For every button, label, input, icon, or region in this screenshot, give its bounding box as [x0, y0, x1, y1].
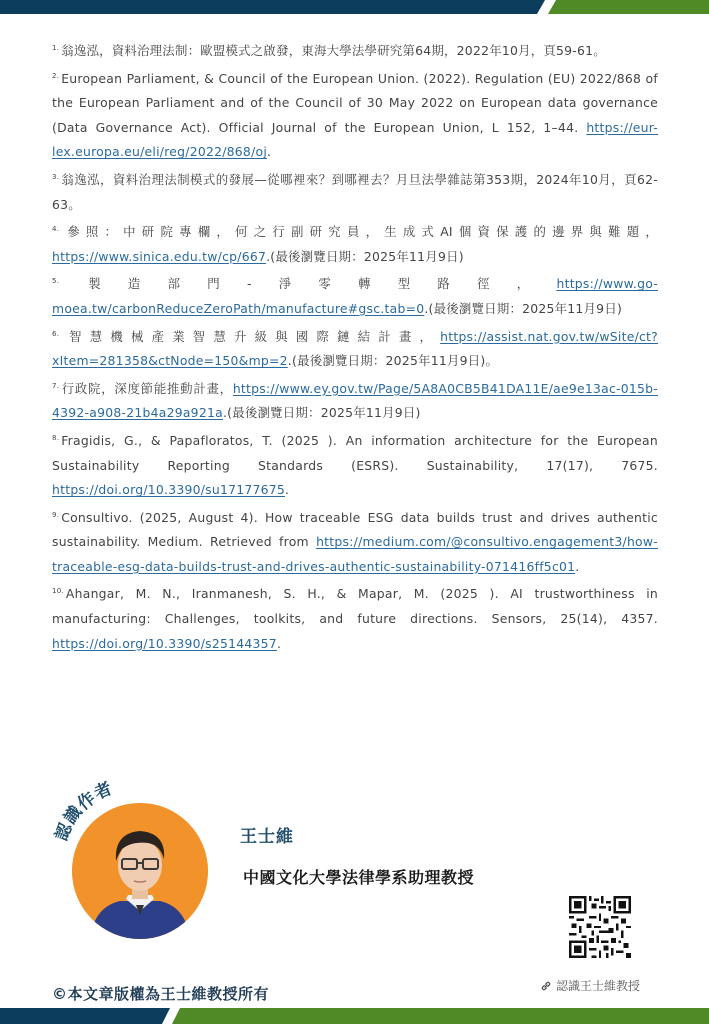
reference-item [52, 374, 658, 426]
reference-link[interactable]: https://www.ey.gov.tw/Page/5A8A0CB5B41DA11E/ae9e13ac-015b-4392-a908-21b4a29a921a [52, 380, 658, 421]
reference-text: 製造部門-淨零轉型路徑， [61, 276, 557, 292]
reference-text: 翁逸泓，資料治理法制模式的發展—從哪裡來？到哪裡去？月旦法學雜誌第353期，2024年10月，頁62-63。 [52, 171, 658, 212]
reference-suffix: . [267, 144, 272, 160]
reference-link[interactable]: https://medium.com/@consultivo.engagement3/how-traceable-esg-data-builds-trust-and-drives-authentic-sustainability-071416ff5c01 [52, 534, 658, 574]
reference-item [52, 322, 658, 374]
reference-text: 參照：中研院專欄，何之行副研究員，生成式AI個資保護的邊界與難題， [61, 224, 658, 240]
reference-item [52, 269, 658, 321]
author-title: 中國文化大學法律學系助理教授 [243, 868, 475, 887]
reference-text: 智慧機械產業智慧升級與國際鏈結計畫， [61, 328, 441, 344]
reference-item [52, 503, 658, 580]
reference-text: 行政院，深度節能推動計畫， [61, 380, 233, 396]
reference-number: 6. [52, 329, 60, 338]
reference-number: 3. [52, 172, 60, 181]
author-profile-link[interactable] [540, 977, 640, 994]
reference-item [52, 426, 658, 503]
reference-item [52, 217, 658, 269]
author-avatar [72, 803, 208, 939]
reference-number: 9. [52, 510, 60, 519]
reference-link[interactable]: https://www.go-moea.tw/carbonReduceZeroPath/manufacture#gsc.tab=0 [52, 276, 658, 316]
copyright-notice: ©本文章版權為王士維教授所有 [52, 985, 270, 1003]
reference-link[interactable]: https://www.sinica.edu.tw/cp/667 [52, 248, 267, 264]
reference-suffix: . [285, 482, 290, 498]
reference-text: Fragidis, G., & Papafloratos, T. (2025 ). An information architecture for the European Sustainability Reporting Standards (ESRS). Sustainability, 17(17), 7675. [52, 432, 658, 473]
reference-item [52, 579, 658, 656]
author-name: 王士維 [240, 827, 294, 847]
reference-number: 8. [52, 433, 60, 442]
reference-suffix: . [276, 635, 282, 651]
reference-link[interactable]: https://assist.nat.gov.tw/wSite/ct?xItem=281358&ctNode=150&mp=2 [52, 328, 658, 369]
references-list [52, 36, 658, 656]
top-decorative-bar [0, 0, 709, 14]
qr-code[interactable] [569, 896, 631, 958]
reference-number: 7. [52, 381, 60, 390]
reference-link[interactable]: https://eur-lex.europa.eu/eli/reg/2022/868/oj [52, 119, 658, 160]
reference-number: 2. [52, 71, 60, 80]
reference-suffix: .(最後瀏覽日期：2025年11月9日) [424, 300, 623, 316]
reference-number: 10. [52, 587, 64, 596]
reference-suffix: .(最後瀏覽日期：2025年11月9日) [266, 248, 464, 264]
reference-link[interactable]: https://doi.org/10.3390/su17177675 [52, 482, 286, 498]
reference-suffix: .(最後瀏覽日期：2025年11月9日)。 [287, 353, 499, 369]
reference-text: 翁逸泓，資料治理法制：歐盟模式之啟發，東海大學法學研究第64期，2022年10月，頁59-61。 [61, 43, 606, 58]
reference-link[interactable]: https://doi.org/10.3390/s25144357 [52, 635, 277, 651]
bottom-decorative-bar [0, 1008, 709, 1024]
author-profile-link-label[interactable]: 認識王士維教授 [556, 979, 641, 993]
reference-suffix: .(最後瀏覽日期：2025年11月9日) [222, 405, 421, 421]
link-icon [540, 980, 552, 992]
reference-number: 1. [52, 44, 60, 52]
reference-text: Ahangar, M. N., Iranmanesh, S. H., & Mapar, M. (2025 ). AI trustworthiness in manufacturing: Challenges, toolkits, and future directions. Sensors, 25(14), 4357. [52, 586, 658, 627]
reference-number: 4. [52, 225, 60, 234]
reference-item [52, 64, 658, 165]
reference-number: 5. [52, 277, 60, 286]
reference-suffix: . [575, 558, 580, 574]
reference-text: European Parliament, & Council of the European Union. (2022). Regulation (EU) 2022/868 of the European Parliament and of the Council of 30 May 2022 on European data governance (Data Governance Act). Official Journal of the European Union, L 152, 1–44. [52, 70, 658, 135]
reference-item [52, 36, 658, 64]
reference-item [52, 165, 658, 217]
svg-text:認識作者: 認識作者 [51, 778, 117, 844]
reference-text: Consultivo. (2025, August 4). How traceable ESG data builds trust and drives authentic sustainability. Medium. Retrieved from [52, 509, 658, 550]
